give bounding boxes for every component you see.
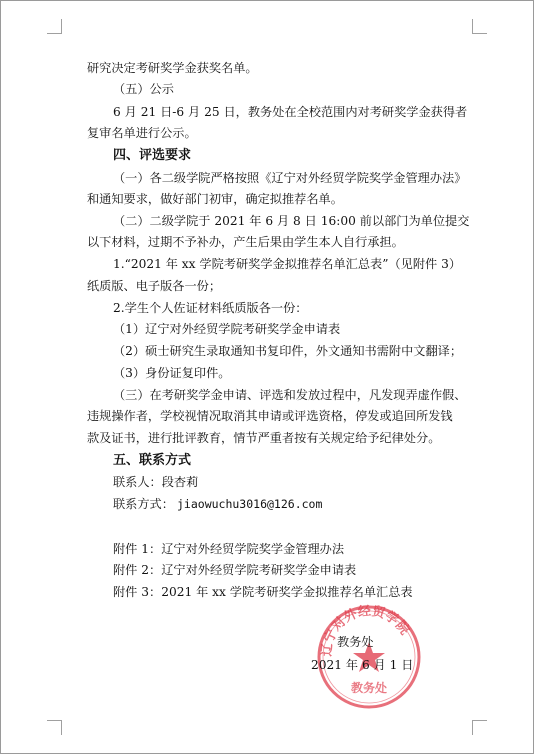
paragraph-line: 研究决定考研奖学金获奖名单。 (87, 61, 258, 75)
paragraph-line: （二）二级学院于 2021 年 6 月 8 日 16:00 前以部门为单位提交 (113, 214, 470, 228)
attachment-item: 附件 2：辽宁对外经贸学院考研奖学金申请表 (113, 563, 357, 577)
list-item: （2）硕士研究生录取通知书复印件，外文通知书需附中文翻译； (113, 344, 463, 358)
paragraph-line: 纸质版、电子版各一份； (87, 279, 222, 293)
paragraph-line: 6 月 21 日-6 月 25 日，教务处在全校范围内对考研奖学金获得者 (113, 105, 468, 119)
svg-text:教务处: 教务处 (350, 681, 388, 695)
crop-mark-top-left (47, 19, 62, 34)
crop-mark-top-right (472, 19, 487, 34)
list-item: 2.学生个人佐证材料纸质版各一份： (113, 301, 308, 315)
paragraph-line: （一）各二级学院严格按照《辽宁对外经贸学院奖学金管理办法》 (113, 171, 467, 185)
crop-mark-bottom-left (47, 720, 62, 735)
section-heading-requirements: 四、评选要求 (113, 148, 192, 163)
contact-email: jiaowuchu3016@126.com (177, 497, 323, 511)
paragraph-line: 款及证书，进行批评教育，情节严重者按有关规定给予纪律处分。 (87, 431, 441, 445)
paragraph-line: 和通知要求，做好部门初审，确定拟推荐名单。 (87, 192, 343, 206)
paragraph-line: 复审名单进行公示。 (87, 126, 197, 140)
list-item: （3）身份证复印件。 (113, 366, 231, 380)
list-item: 1.“2021 年 xx 学院考研奖学金拟推荐名单汇总表”（见附件 3） (113, 257, 462, 271)
section-heading-contact: 五、联系方式 (113, 453, 192, 468)
attachment-item: 附件 3：2021 年 xx 学院考研奖学金拟推荐名单汇总表 (113, 585, 413, 599)
attachment-item: 附件 1：辽宁对外经贸学院奖学金管理办法 (113, 542, 345, 556)
list-item: （1）辽宁对外经贸学院考研奖学金申请表 (113, 322, 341, 336)
contact-method-label: 联系方式： (113, 497, 174, 511)
signature-office: 教务处 (337, 635, 374, 649)
paragraph-line: 以下材料，过期不予补办，产生后果由学生本人自行承担。 (87, 235, 404, 249)
paragraph-line: （三）在考研奖学金申请、评选和发放过程中，凡发现弄虚作假、 (113, 388, 467, 402)
contact-person: 联系人：段杏莉 (113, 475, 199, 489)
section-subtitle-publicity: （五）公示 (113, 82, 174, 96)
crop-mark-bottom-right (472, 720, 487, 735)
paragraph-line: 违规操作者，学校视情况取消其申请或评选资格，停发或追回所发钱 (87, 409, 453, 423)
signature-date: 2021 年 6 月 1 日 (311, 658, 414, 672)
svg-text:辽宁对外经贸学院: 辽宁对外经贸学院 (319, 603, 412, 657)
